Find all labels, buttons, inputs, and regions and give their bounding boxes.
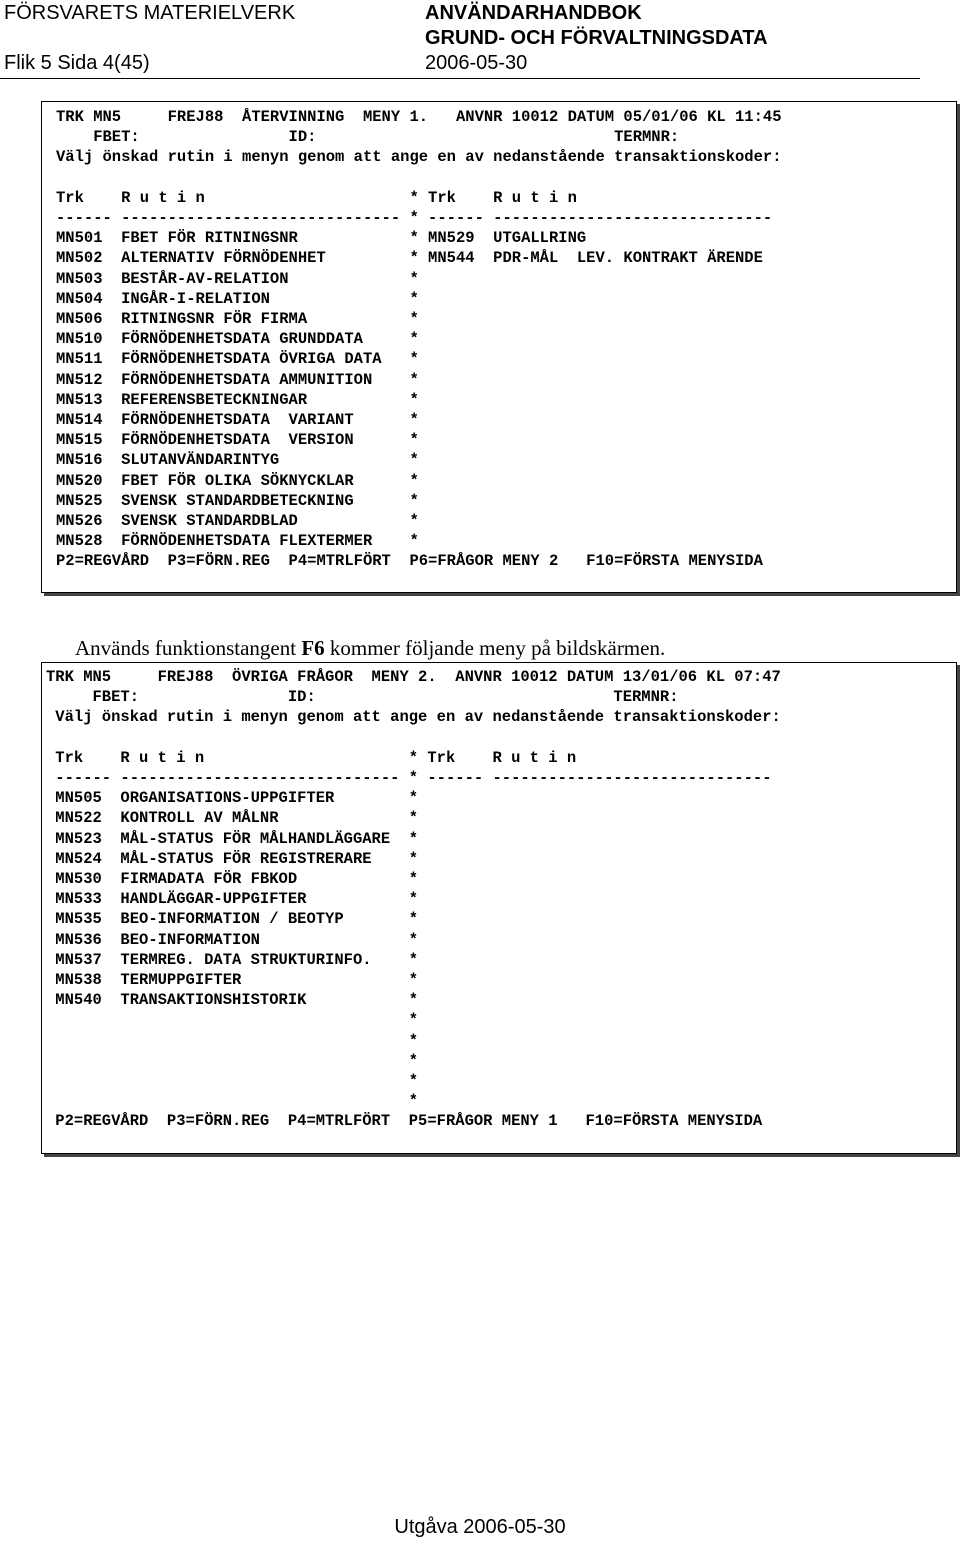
terminal-line: MN514 FÖRNÖDENHETSDATA VARIANT * bbox=[56, 411, 419, 430]
terminal-line: MN533 HANDLÄGGAR-UPPGIFTER * bbox=[46, 890, 419, 909]
terminal-line: P2=REGVÅRD P3=FÖRN.REG P4=MTRLFÖRT P6=FRÅGOR MENY 2 F10=FÖRSTA MENYSIDA bbox=[56, 552, 763, 571]
terminal-line: * bbox=[46, 1092, 419, 1111]
terminal-text-menu-1 bbox=[56, 107, 782, 572]
terminal-line: MN524 MÅL-STATUS FÖR REGISTRERARE * bbox=[46, 849, 419, 868]
terminal-line: FBET: ID: TERMNR: bbox=[56, 128, 680, 147]
terminal-line: MN536 BEO-INFORMATION * bbox=[46, 930, 419, 949]
terminal-line: MN512 FÖRNÖDENHETSDATA AMMUNITION * bbox=[56, 370, 419, 389]
caption-after: kommer följande meny på bildskärmen. bbox=[324, 636, 666, 660]
terminal-line: MN528 FÖRNÖDENHETSDATA FLEXTERMER * bbox=[56, 532, 419, 551]
page-footer: Utgåva 2006-05-30 bbox=[394, 1516, 566, 1538]
terminal-screen-menu-2 bbox=[41, 662, 957, 1154]
terminal-line: MN515 FÖRNÖDENHETSDATA VERSION * bbox=[56, 431, 419, 450]
terminal-line: MN537 TERMREG. DATA STRUKTURINFO. * bbox=[46, 950, 419, 969]
document-title: ANVÄNDARHANDBOK bbox=[425, 2, 642, 24]
terminal-line: MN502 ALTERNATIV FÖRNÖDENHET * MN544 PDR-MÅL LEV. KONTRAKT ÄRENDE bbox=[56, 249, 763, 268]
terminal-line: MN503 BESTÅR-AV-RELATION * bbox=[56, 269, 419, 288]
terminal-screen-menu-1 bbox=[41, 101, 957, 593]
terminal-line: P2=REGVÅRD P3=FÖRN.REG P4=MTRLFÖRT P5=FRÅGOR MENY 1 F10=FÖRSTA MENYSIDA bbox=[46, 1112, 763, 1131]
terminal-line: MN501 FBET FÖR RITNINGSNR * MN529 UTGALLRING bbox=[56, 229, 587, 248]
terminal-line: MN523 MÅL-STATUS FÖR MÅLHANDLÄGGARE * bbox=[46, 829, 419, 848]
tab-page-indicator: Flik 5 Sida 4(45) bbox=[4, 52, 150, 74]
caption-key: F6 bbox=[301, 636, 325, 660]
terminal-line: ------ ------------------------------ * ------ ------------------------------ bbox=[46, 769, 772, 788]
terminal-line: MN511 FÖRNÖDENHETSDATA ÖVRIGA DATA * bbox=[56, 350, 419, 369]
header-divider bbox=[0, 78, 920, 79]
terminal-line: MN526 SVENSK STANDARDBLAD * bbox=[56, 512, 419, 531]
terminal-line: MN505 ORGANISATIONS-UPPGIFTER * bbox=[46, 789, 419, 808]
terminal-line: MN510 FÖRNÖDENHETSDATA GRUNDDATA * bbox=[56, 330, 419, 349]
terminal-line: * bbox=[46, 1072, 419, 1091]
terminal-line: Trk R u t i n * Trk R u t i n bbox=[56, 188, 577, 207]
org-name: FÖRSVARETS MATERIELVERK bbox=[4, 2, 296, 24]
terminal-line: MN540 TRANSAKTIONSHISTORIK * bbox=[46, 991, 419, 1010]
terminal-line: MN506 RITNINGSNR FÖR FIRMA * bbox=[56, 310, 419, 329]
terminal-line: MN525 SVENSK STANDARDBETECKNING * bbox=[56, 491, 419, 510]
terminal-line: MN538 TERMUPPGIFTER * bbox=[46, 971, 419, 990]
caption-before: Används funktionstangent bbox=[75, 636, 302, 660]
terminal-line: * bbox=[46, 1031, 419, 1050]
document-subtitle: GRUND- OCH FÖRVALTNINGSDATA bbox=[425, 27, 768, 49]
terminal-line: FBET: ID: TERMNR: bbox=[46, 688, 679, 707]
terminal-text-menu-2 bbox=[46, 667, 781, 1132]
terminal-line: * bbox=[46, 1051, 419, 1070]
terminal-line: MN516 SLUTANVÄNDARINTYG * bbox=[56, 451, 419, 470]
terminal-line: Välj önskad rutin i menyn genom att ange en av nedanstående transaktionskoder: bbox=[56, 148, 782, 167]
terminal-line: MN522 KONTROLL AV MÅLNR * bbox=[46, 809, 419, 828]
terminal-line: TRK MN5 FREJ88 ÖVRIGA FRÅGOR MENY 2. ANVNR 10012 DATUM 13/01/06 KL 07:47 bbox=[46, 668, 781, 686]
terminal-line: MN530 FIRMADATA FÖR FBKOD * bbox=[46, 870, 419, 889]
terminal-line: TRK MN5 FREJ88 ÅTERVINNING MENY 1. ANVNR 10012 DATUM 05/01/06 KL 11:45 bbox=[56, 108, 782, 126]
caption bbox=[75, 634, 665, 662]
terminal-line: Trk R u t i n * Trk R u t i n bbox=[46, 748, 577, 767]
terminal-line: MN520 FBET FÖR OLIKA SÖKNYCKLAR * bbox=[56, 471, 419, 490]
terminal-line: MN504 INGÅR-I-RELATION * bbox=[56, 289, 419, 308]
terminal-line: MN513 REFERENSBETECKNINGAR * bbox=[56, 390, 419, 409]
document-date: 2006-05-30 bbox=[425, 52, 528, 74]
terminal-line: ------ ------------------------------ * ------ ------------------------------ bbox=[56, 209, 773, 228]
terminal-line: MN535 BEO-INFORMATION / BEOTYP * bbox=[46, 910, 419, 929]
terminal-line: * bbox=[46, 1011, 419, 1030]
terminal-line: Välj önskad rutin i menyn genom att ange en av nedanstående transaktionskoder: bbox=[46, 708, 781, 727]
